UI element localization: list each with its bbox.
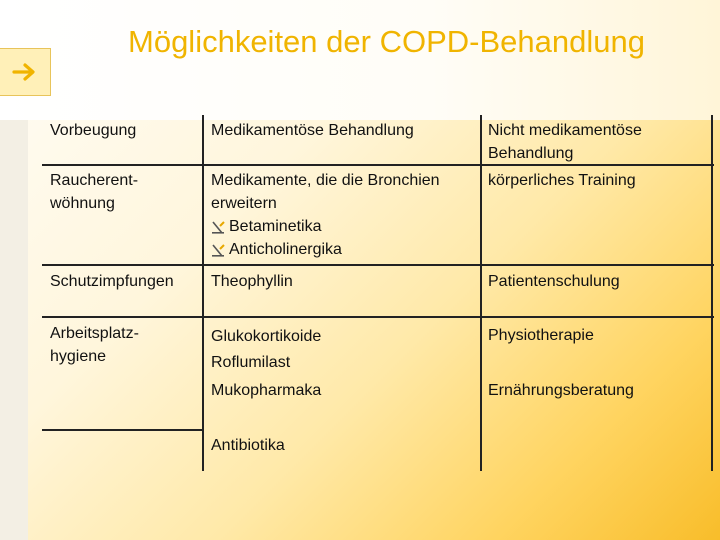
cell-mukopharmaka: Mukopharmaka <box>211 382 322 399</box>
sub-item-label: Anticholinergika <box>229 241 342 258</box>
table-rule <box>42 264 714 266</box>
bullet-icon <box>211 220 225 234</box>
cell-bronchien-medikamente <box>211 169 476 261</box>
bronchien-line-1: Medikamente, die die Bronchien <box>211 172 440 189</box>
cell-theophyllin: Theophyllin <box>211 273 293 290</box>
glukokortikoide-line: Glukokortikoide <box>211 328 322 345</box>
table-rule <box>480 115 482 471</box>
roflumilast-line: Roflumilast <box>211 354 291 371</box>
cell-arbeitsplatzhygiene: Arbeitsplatz-hygiene <box>50 325 139 365</box>
list-item <box>211 238 476 261</box>
cell-glukokortikoide <box>211 324 321 376</box>
cell-raucherentwoehnung: Raucherent-wöhnung <box>50 172 139 212</box>
header-band <box>0 0 720 120</box>
arrow-right-icon <box>12 62 38 82</box>
next-slide-button[interactable] <box>0 48 51 96</box>
bullet-icon <box>211 243 225 257</box>
cell-schutzimpfungen: Schutzimpfungen <box>50 273 174 290</box>
header-medikamentoese-behandlung: Medikamentöse Behandlung <box>211 122 414 139</box>
sub-item-label: Betaminetika <box>229 218 322 235</box>
cell-antibiotika: Antibiotika <box>211 437 285 454</box>
bronchien-line-2: erweitern <box>211 195 277 212</box>
table-rule <box>42 429 204 431</box>
slide-title: Möglichkeiten der COPD-Behandlung <box>128 24 645 59</box>
list-item <box>211 215 476 238</box>
cell-physiotherapie: Physiotherapie <box>488 327 594 344</box>
cell-ernaehrungsberatung: Ernährungsberatung <box>488 382 634 399</box>
left-margin-band <box>0 120 28 540</box>
header-vorbeugung: Vorbeugung <box>50 122 137 139</box>
cell-patientenschulung: Patientenschulung <box>488 273 620 290</box>
table-rule <box>202 115 204 471</box>
cell-koerperliches-training: körperliches Training <box>488 172 636 189</box>
header-nicht-medikamentoese-behandlung: Nicht medikamentöse Behandlung <box>488 122 642 162</box>
table-rule <box>711 115 713 471</box>
table-rule <box>42 316 714 318</box>
